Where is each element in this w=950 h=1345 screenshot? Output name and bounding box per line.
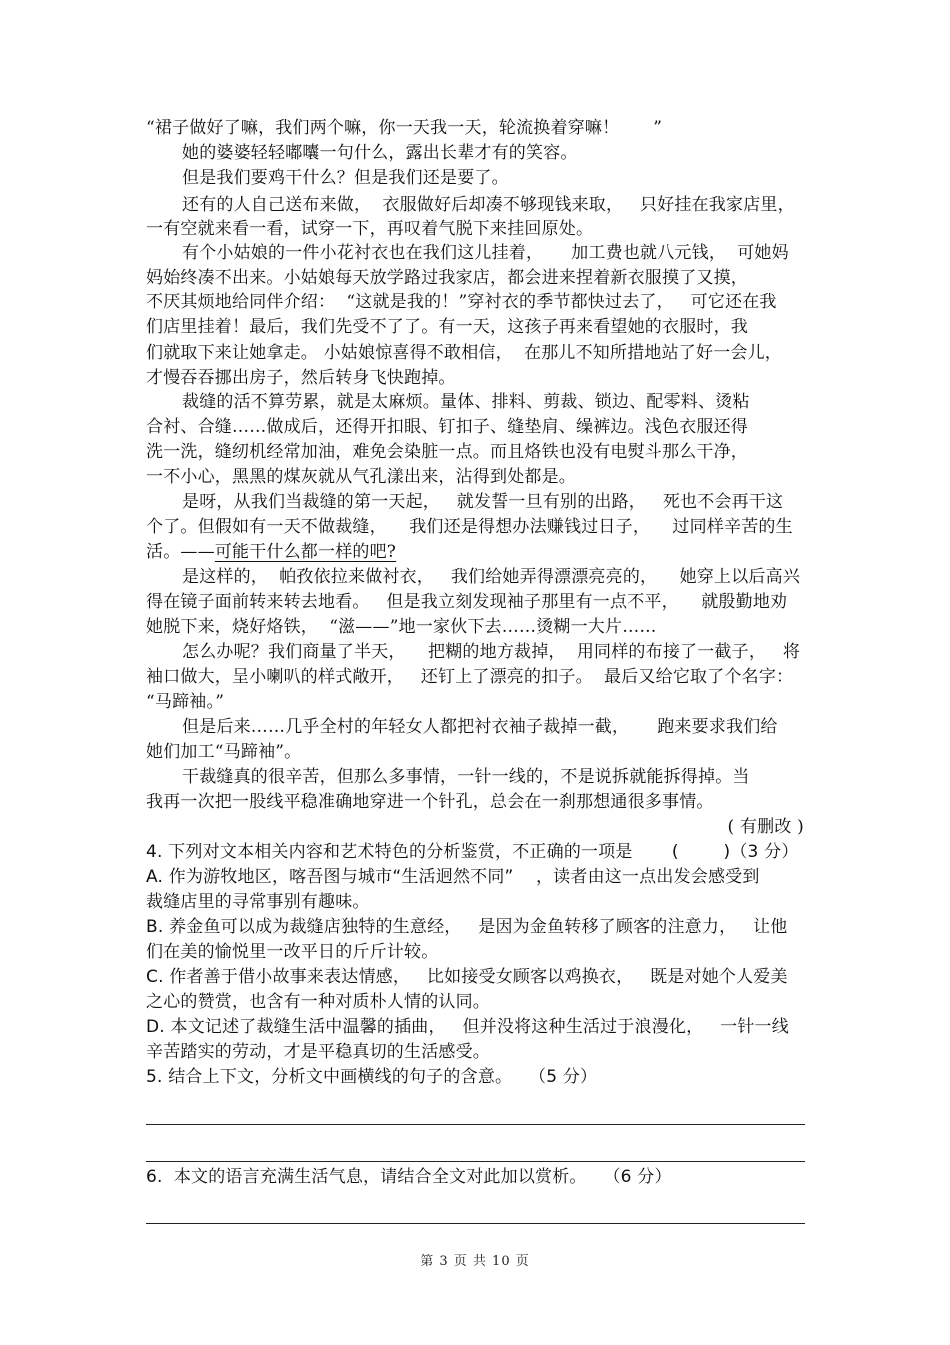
question-4: 4. 下列对文本相关内容和艺术特色的分析鉴赏，不正确的一项是 ( )（3 分） (146, 842, 799, 862)
text-line: 她脱下来，烧好烙铁， “滋——”地一家伙下去……烫糊一大片…… (146, 617, 657, 637)
text-line: 还有的人自己送布来做， 衣服做好后却凑不够现钱来取， 只好挂在我家店里， (182, 195, 795, 215)
text-line: 洗一洗，缝纫机经常加油，难免会染脏一点。而且烙铁也没有电熨斗那么干净， (146, 442, 748, 462)
question-6: 6. 本文的语言充满生活气息，请结合全文对此加以赏析。 （6 分） (146, 1167, 672, 1187)
text-line: 是这样的， 帕孜依拉来做衬衣， 我们给她弄得漂漂亮亮的， 她穿上以后高兴 (182, 567, 801, 587)
text-line: 怎么办呢？我们商量了半天， 把糊的地方裁掉， 用同样的布接了一截子， 将 (182, 642, 801, 662)
option-a-cont: 裁缝店里的寻常事别有趣味。 (146, 892, 370, 912)
text-line: 们就取下来让她拿走。 小姑娘惊喜得不敢相信， 在那儿不知所措地站了好一会儿， (146, 343, 783, 363)
text-line: “裙子做好了嘛，我们两个嘛，你一天我一天，轮流换着穿嘛！ ” (146, 118, 663, 138)
text-line: 合衬、合缝……做成后，还得开扣眼、钉扣子、缝垫肩、缲裤边。浅色衣服还得 (146, 417, 748, 437)
text-line: 们店里挂着！最后，我们先受不了了。有一天，这孩子再来看望她的衣服时，我 (146, 317, 748, 337)
underlined-sentence: 可能干什么都一样的吧? (214, 542, 397, 562)
question-5: 5. 结合上下文，分析文中画横线的句子的含意。 （5 分） (146, 1067, 598, 1087)
answer-line[interactable] (146, 1161, 805, 1162)
text-line: 我再一次把一股线平稳准确地穿进一个针孔，总会在一刹那想通很多事情。 (146, 792, 714, 812)
text-line: 才慢吞吞挪出房子，然后转身飞快跑掉。 (146, 368, 456, 388)
text-line (146, 541, 396, 563)
text-line: 是呀，从我们当裁缝的第一天起， 就发誓一旦有别的出路， 死也不会再干这 (182, 492, 784, 512)
text-line: 袖口做大，呈小喇叭的样式敞开， 还钉上了漂亮的扣子。 最后又给它取了个名字： (146, 667, 794, 687)
text-line: 妈始终凑不出来。小姑娘每天放学路过我家店，都会进来捏着新衣服摸了又摸， (146, 268, 748, 288)
text-line-start: 活。—— (146, 542, 215, 562)
option-a: A. 作为游牧地区，喀吾图与城市“生活迥然不同” ，读者由这一点出发会感受到 (146, 867, 760, 887)
source-note: ( 有删改 ) (727, 817, 804, 837)
text-line: 一不小心，黑黑的煤灰就从气孔漾出来，沾得到处都是。 (146, 467, 576, 487)
text-line: 一有空就来看一看，试穿一下，再叹着气脱下来挂回原处。 (146, 219, 594, 239)
text-line: 不厌其烦地给同伴介绍： “这就是我的！”穿衬衣的季节都快过去了， 可它还在我 (146, 292, 777, 312)
option-d-cont: 辛苦踏实的劳动，才是平稳真切的生活感受。 (146, 1042, 490, 1062)
text-line: 有个小姑娘的一件小花衬衣也在我们这儿挂着， 加工费也就八元钱， 可她妈 (182, 243, 789, 263)
option-b: B. 养金鱼可以成为裁缝店独特的生意经， 是因为金鱼转移了顾客的注意力， 让他 (146, 917, 788, 937)
text-line: 但是后来……几乎全村的年轻女人都把衬衣袖子裁掉一截， 跑来要求我们给 (182, 717, 778, 737)
option-d: D. 本文记述了裁缝生活中温馨的插曲， 但并没将这种生活过于浪漫化， 一针一线 (146, 1017, 789, 1037)
option-c-cont: 之心的赞赏，也含有一种对质朴人情的认同。 (146, 992, 490, 1012)
text-line: 但是我们要鸡干什么？但是我们还是要了。 (182, 168, 509, 188)
text-line: 个了。但假如有一天不做裁缝， 我们还是得想办法赚钱过日子， 过同样辛苦的生 (146, 517, 793, 537)
text-line: 得在镜子面前转来转去地看。 但是我立刻发现袖子那里有一点不平， 就殷勤地劝 (146, 592, 788, 612)
text-line: 她们加工“马蹄袖”。 (146, 742, 302, 762)
answer-line[interactable] (146, 1124, 805, 1125)
text-line: “马蹄袖。” (146, 692, 225, 712)
text-line: 干裁缝真的很辛苦，但那么多事情，一针一线的，不是说拆就能拆得掉。当 (182, 767, 750, 787)
option-b-cont: 们在美的愉悦里一改平日的斤斤计较。 (146, 942, 439, 962)
answer-line[interactable] (146, 1223, 805, 1224)
page-footer: 第 3 页 共 10 页 (420, 1254, 530, 1269)
text-line: 她的婆婆轻轻嘟囔一句什么，露出长辈才有的笑容。 (182, 143, 578, 163)
option-c: C. 作者善于借小故事来表达情感， 比如接受女顾客以鸡换衣， 既是对她个人爱美 (146, 967, 788, 987)
text-line: 裁缝的活不算劳累，就是太麻烦。量体、排料、剪裁、锁边、配零料、烫粘 (182, 392, 750, 412)
